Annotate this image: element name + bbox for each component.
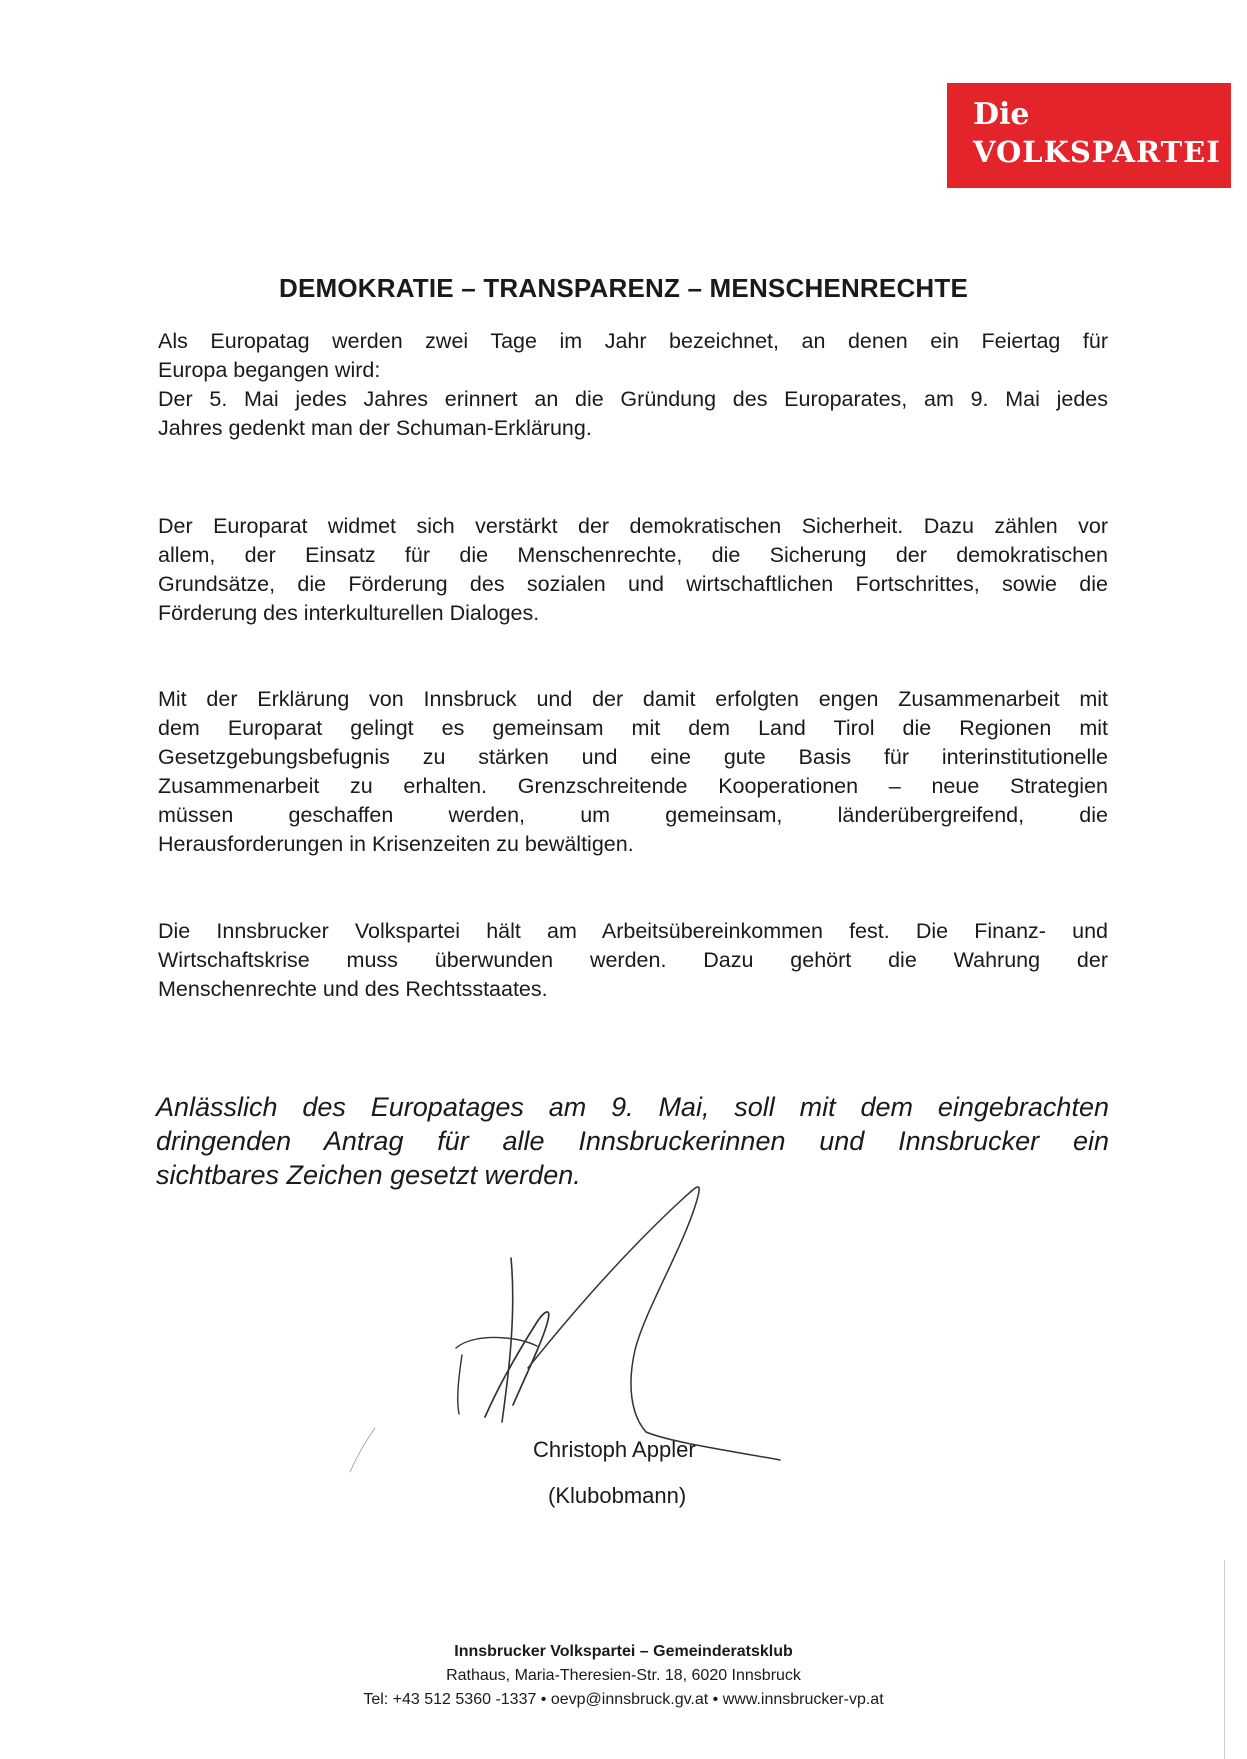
footer [0,1640,1247,1712]
signer-role: (Klubobmann) [548,1483,687,1508]
paragraph-line: Der Europarat widmet sich verstärkt der demokratischen Sicherheit. Dazu zählen vor [158,514,1108,538]
paragraph-line: Mit der Erklärung von Innsbruck und der damit erfolgten engen Zusammenarbeit mit [158,687,1108,711]
paragraph-line: Als Europatag werden zwei Tage im Jahr bezeichnet, an denen ein Feiertag für [158,329,1108,353]
highlight-line: Anlässlich des Europatages am 9. Mai, soll mit dem eingebrachten [156,1092,1109,1122]
paragraph-europatag [158,327,1108,443]
footer-organization: Innsbrucker Volkspartei – Gemeinderatsklub [454,1643,793,1660]
paragraph-line: müssen geschaffen werden, um gemeinsam, länderübergreifend, die [158,803,1108,827]
paragraph-line: Gesetzgebungsbefugnis zu stärken und eine gute Basis für interinstitutionelle [158,745,1108,769]
paragraph-line: Der 5. Mai jedes Jahres erinnert an die Gründung des Europarates, am 9. Mai jedes [158,387,1108,411]
paragraph-innsbruck-erklaerung [158,685,1108,859]
paragraph-line: allem, der Einsatz für die Menschenrechte, die Sicherung der demokratischen [158,543,1108,567]
paragraph-europarat [158,512,1108,628]
paragraph-line: Zusammenarbeit zu erhalten. Grenzschreitende Kooperationen – neue Strategien [158,774,1108,798]
paragraph-line: Europa begangen wird: [158,358,381,382]
paragraph-line: Jahres gedenkt man der Schuman-Erklärung. [158,416,592,440]
paragraph-line: dem Europarat gelingt es gemeinsam mit dem Land Tirol die Regionen mit [158,716,1108,740]
footer-address: Rathaus, Maria-Theresien-Str. 18, 6020 Innsbruck [446,1667,801,1684]
highlight-line: sichtbares Zeichen gesetzt werden. [156,1160,581,1190]
paragraph-line: Wirtschaftskrise muss überwunden werden. Dazu gehört die Wahrung der [158,948,1108,972]
paragraph-line: Herausforderungen in Krisenzeiten zu bewältigen. [158,832,634,856]
signer-name: Christoph Appler [533,1437,696,1462]
paragraph-line: Grundsätze, die Förderung des sozialen und wirtschaftlichen Fortschrittes, sowie die [158,572,1108,596]
paragraph-line: Menschenrechte und des Rechtsstaates. [158,977,548,1001]
paragraph-line: Die Innsbrucker Volkspartei hält am Arbeitsübereinkommen fest. Die Finanz- und [158,919,1108,943]
paragraph-volkspartei [158,917,1108,1004]
scan-edge-line [1224,1560,1225,1759]
footer-contact: Tel: +43 512 5360 -1337 • oevp@innsbruck.gv.at • www.innsbrucker-vp.at [363,1691,884,1708]
document-title: DEMOKRATIE – TRANSPARENZ – MENSCHENRECHTE [278,273,969,303]
logo-text-volkspartei: VOLKSPARTEI [973,135,1221,169]
paragraph-line: Förderung des interkulturellen Dialoges. [158,601,540,625]
party-logo [947,83,1231,188]
logo-text-die: Die [973,97,1030,132]
highlight-line: dringenden Antrag für alle Innsbruckerinnen und Innsbrucker ein [156,1126,1109,1156]
